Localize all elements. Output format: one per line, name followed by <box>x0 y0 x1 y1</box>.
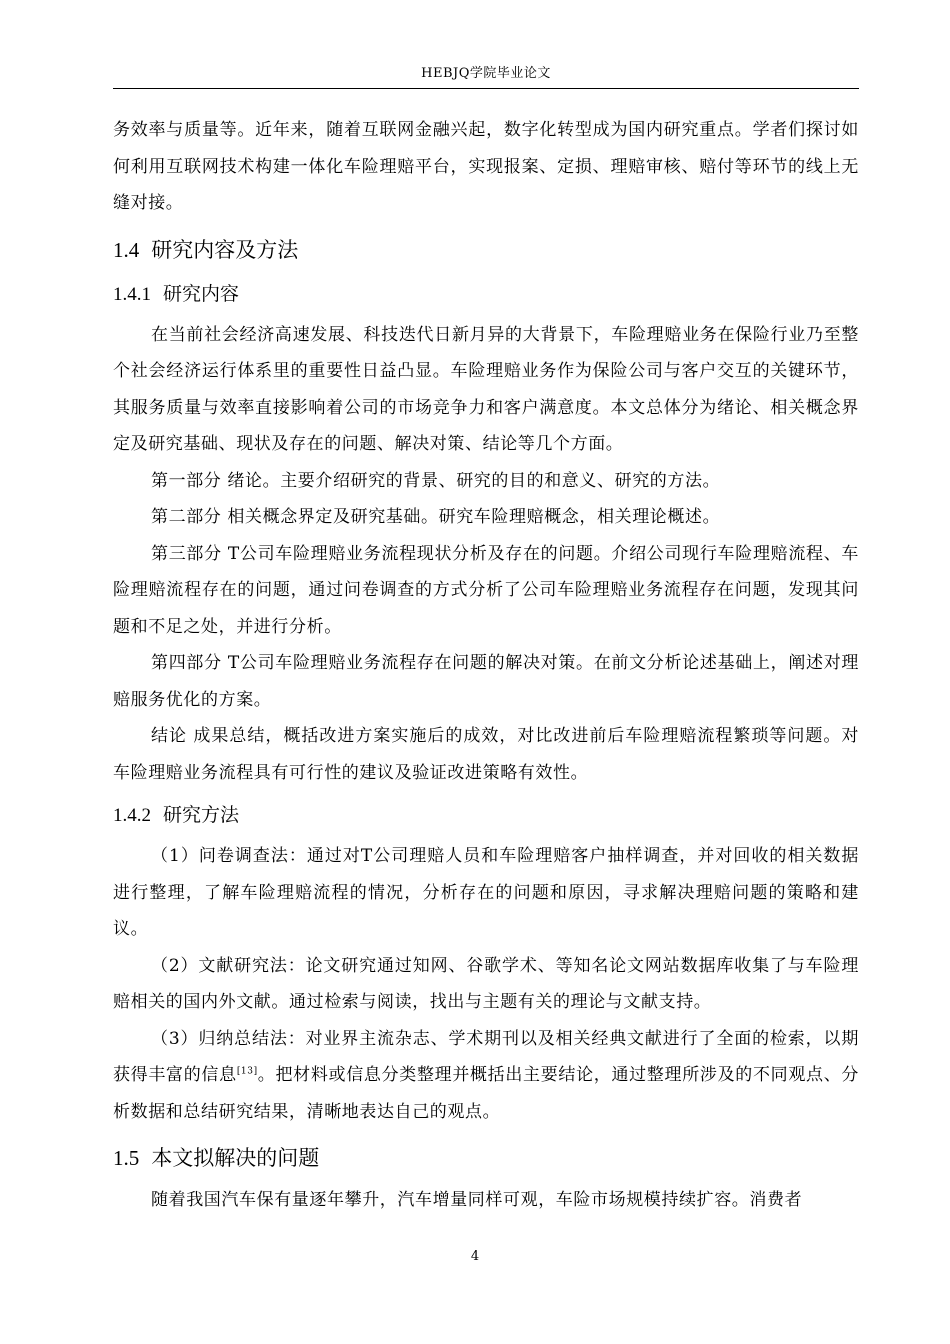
subsection-heading-1-4-1 <box>113 276 859 313</box>
header-rule <box>113 88 859 89</box>
section-title: 本文拟解决的问题 <box>151 1146 320 1170</box>
paragraph: 结论 成果总结，概括改进方案实施后的成效，对比改进前后车险理赔流程繁琐等问题。对车险理赔业务流程具有可行性的建议及验证改进策略有效性。 <box>113 726 859 783</box>
subsection-number: 1.4.1 <box>113 283 151 305</box>
paragraph-text: （3）归纳总结法：对业界主流杂志、学术期刊以及相关经典文献进行了全面的检索，以期获得丰富的信息 <box>113 1028 859 1085</box>
paragraph: （2）文献研究法：论文研究通过知网、谷歌学术、等知名论文网站数据库收集了与车险理赔相关的国内外文献。通过检索与阅读，找出与主题有关的理论与文献支持。 <box>113 955 859 1012</box>
paragraph: 随着我国汽车保有量逐年攀升，汽车增量同样可观，车险市场规模持续扩容。消费者 <box>151 1190 803 1210</box>
subsection-title: 研究方法 <box>163 804 240 826</box>
paragraph <box>113 1021 859 1131</box>
paragraph: 第一部分 绪论。主要介绍研究的背景、研究的目的和意义、研究的方法。 <box>151 470 721 491</box>
section-title: 研究内容及方法 <box>151 237 299 262</box>
paragraph: 在当前社会经济高速发展、科技迭代日新月异的大背景下，车险理赔业务在保险行业乃至整个社会经济运行体系里的重要性日益凸显。车险理赔业务作为保险公司与客户交互的关键环节，其服务质量与效率直接影响着公司的市场竞争力和客户满意度。本文总体分为绪论、相关概念界定及研究基础、现状及存在的问题、解决对策、结论等几个方面。 <box>113 324 859 454</box>
paragraph-text: 。把材料或信息分类整理并概括出主要结论，通过整理所涉及的不同观点、分析数据和总结研究结果，清晰地表达自己的观点。 <box>113 1065 860 1122</box>
subsection-number: 1.4.2 <box>113 805 151 826</box>
subsection-heading-1-4-2 <box>113 797 859 834</box>
citation-reference: [13] <box>236 1066 258 1077</box>
page-body <box>113 112 859 1219</box>
page-number: 4 <box>470 1249 480 1264</box>
paragraph: （1）问卷调查法：通过对T公司理赔人员和车险理赔客户抽样调查，并对回收的相关数据进行整理，了解车险理赔流程的情况，分析存在的问题和原因，寻求解决理赔问题的策略和建议。 <box>113 846 859 939</box>
paragraph: 第四部分 T公司车险理赔业务流程存在问题的解决对策。在前文分析论述基础上，阐述对理赔服务优化的方案。 <box>113 653 859 710</box>
paragraph: 第三部分 T公司车险理赔业务流程现状分析及存在的问题。介绍公司现行车险理赔流程、车险理赔流程存在的问题，通过问卷调查的方式分析了公司车险理赔业务流程存在问题，发现其问题和不足之处，并进行分析。 <box>113 543 859 637</box>
page-header: HEBJQ学院毕业论文 <box>421 66 551 81</box>
section-number: 1.5 <box>113 1146 140 1170</box>
paragraph-continued: 务效率与质量等。近年来，随着互联网金融兴起，数字化转型成为国内研究重点。学者们探讨如何利用互联网技术构建一体化车险理赔平台，实现报案、定损、理赔审核、赔付等环节的线上无缝对接。 <box>113 120 859 213</box>
subsection-title: 研究内容 <box>163 282 240 305</box>
paragraph: 第二部分 相关概念界定及研究基础。研究车险理赔概念，相关理论概述。 <box>151 507 721 527</box>
section-heading-1-4 <box>113 230 859 270</box>
section-number: 1.4 <box>113 237 140 262</box>
section-heading-1-5 <box>113 1138 859 1178</box>
